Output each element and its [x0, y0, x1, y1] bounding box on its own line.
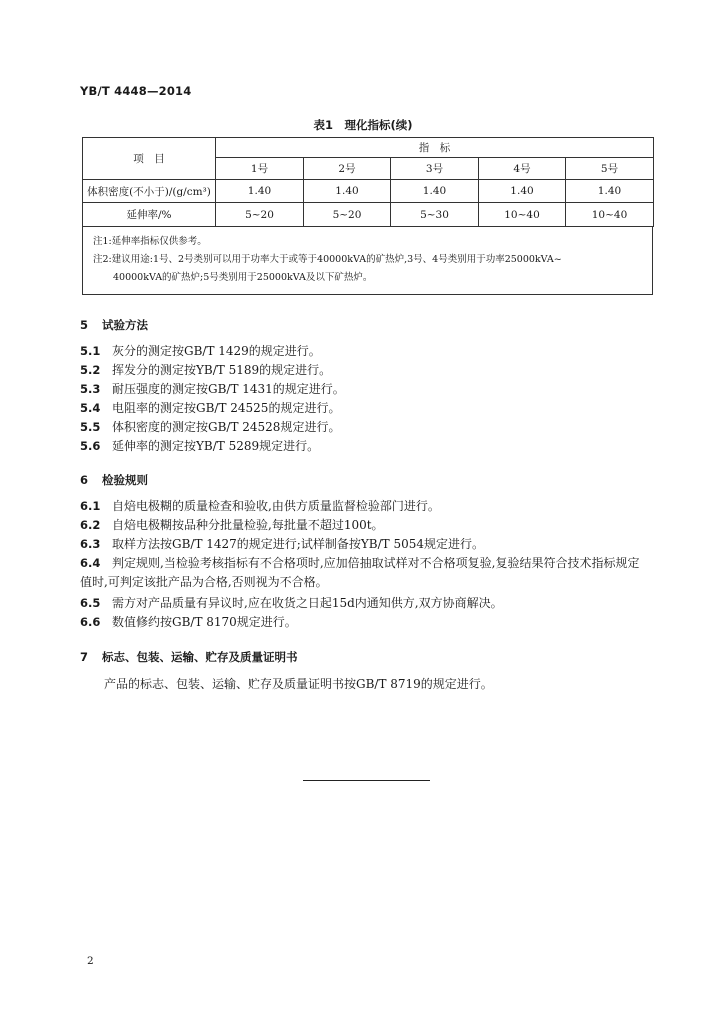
value-cell: 5~20 — [304, 203, 391, 227]
clause-text: 挥发分的测定按YB/T 5189的规定进行。 — [112, 363, 332, 377]
clause-text: 自焙电极糊的质量检查和验收,由供方质量监督检验部门进行。 — [112, 499, 440, 513]
grade-header-cell: 4号 — [479, 158, 566, 180]
clause — [80, 342, 650, 361]
clause-number: 5.5 — [80, 420, 101, 434]
page-number: 2 — [87, 955, 94, 967]
clause-text: 灰分的测定按GB/T 1429的规定进行。 — [112, 344, 321, 358]
section-paragraph: 产品的标志、包装、运输、贮存及质量证明书按GB/T 8719的规定进行。 — [104, 677, 493, 691]
clause — [80, 613, 650, 632]
value-cell: 5~20 — [216, 203, 304, 227]
section-title: 检验规则 — [102, 473, 148, 487]
value-cell: 1.40 — [304, 180, 391, 203]
clause-text: 电阻率的测定按GB/T 24525的规定进行。 — [112, 401, 341, 415]
grade-header-cell: 1号 — [216, 158, 304, 180]
spec-table-block — [82, 137, 653, 295]
table-note: 注2:建议用途:1号、2号类别可以用于功率大于或等于40000kVA的矿热炉,3号、4号类别用于功率25000kVA~ — [93, 254, 562, 265]
table-caption: 表1 理化指标(续) — [313, 118, 413, 132]
value-cell: 10~40 — [479, 203, 566, 227]
section-title: 试验方法 — [102, 318, 148, 332]
grade-header-cell: 5号 — [566, 158, 654, 180]
clause-number: 6.1 — [80, 499, 101, 513]
clause — [80, 497, 650, 516]
table-row — [83, 180, 654, 203]
clause-number: 6.2 — [80, 518, 101, 532]
row-label-cell: 延伸率/% — [83, 203, 216, 227]
value-cell: 1.40 — [566, 180, 654, 203]
spec-table — [82, 137, 654, 227]
clause-number: 5.4 — [80, 401, 101, 415]
section-number: 7 — [80, 650, 89, 664]
clause-text: 需方对产品质量有异议时,应在收货之日起15d内通知供方,双方协商解决。 — [112, 596, 503, 610]
clause — [80, 535, 650, 554]
clause-text: 体积密度的测定按GB/T 24528规定进行。 — [112, 420, 341, 434]
clause-text: 取样方法按GB/T 1427的规定进行;试样制备按YB/T 5054规定进行。 — [112, 537, 484, 551]
table-note-continuation: 40000kVA的矿热炉;5号类别用于25000kVA及以下矿热炉。 — [113, 272, 373, 283]
item-header-cell: 项 目 — [83, 138, 216, 180]
end-rule — [303, 780, 430, 781]
value-cell: 1.40 — [391, 180, 479, 203]
section-number: 5 — [80, 318, 89, 332]
clause — [80, 516, 650, 535]
grade-header-cell: 3号 — [391, 158, 479, 180]
index-header-cell: 指 标 — [216, 138, 654, 158]
clause — [80, 380, 650, 399]
standard-code: YB/T 4448—2014 — [80, 84, 192, 98]
clause — [80, 594, 650, 613]
clause-text: 耐压强度的测定按GB/T 1431的规定进行。 — [112, 382, 345, 396]
clause — [80, 361, 650, 380]
clause-text: 判定规则,当检验考核指标有不合格项时,应加倍抽取试样对不合格项复验,复验结果符合技术指标规定值时,可判定该批产品为合格,否则视为不合格。 — [80, 556, 640, 589]
row-label-cell: 体积密度(不小于)/(g/cm³) — [83, 180, 216, 203]
grade-header-cell: 2号 — [304, 158, 391, 180]
section-number: 6 — [80, 473, 89, 487]
value-cell: 10~40 — [566, 203, 654, 227]
table-note: 注1:延伸率指标仅供参考。 — [93, 236, 207, 247]
clause-number: 6.4 — [80, 556, 101, 570]
section-heading — [80, 472, 148, 488]
clause-number: 6.3 — [80, 537, 101, 551]
clause — [80, 554, 650, 592]
clause-number: 5.1 — [80, 344, 101, 358]
clause-number: 5.6 — [80, 439, 101, 453]
table-notes — [82, 227, 653, 295]
section-heading — [80, 317, 148, 333]
clause-number: 5.2 — [80, 363, 101, 377]
value-cell: 1.40 — [216, 180, 304, 203]
clause-text: 自焙电极糊按品种分批量检验,每批量不超过100t。 — [112, 518, 384, 532]
clause-text: 延伸率的测定按YB/T 5289规定进行。 — [112, 439, 320, 453]
clause-number: 6.5 — [80, 596, 101, 610]
section-heading — [80, 649, 298, 665]
section-title: 标志、包装、运输、贮存及质量证明书 — [102, 650, 298, 664]
value-cell: 1.40 — [479, 180, 566, 203]
value-cell: 5~30 — [391, 203, 479, 227]
clause — [80, 399, 650, 418]
clause — [80, 437, 650, 456]
clause-text: 数值修约按GB/T 8170规定进行。 — [112, 615, 297, 629]
clause-number: 6.6 — [80, 615, 101, 629]
table-row — [83, 203, 654, 227]
clause — [80, 418, 650, 437]
clause-number: 5.3 — [80, 382, 101, 396]
